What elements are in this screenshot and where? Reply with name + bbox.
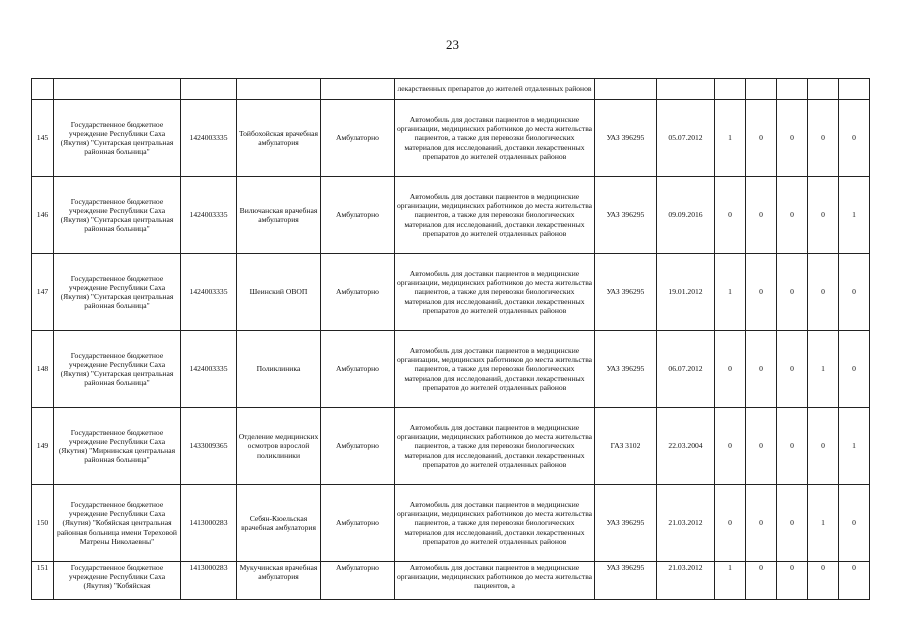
cell-count-2: 0 xyxy=(746,408,777,485)
cell-count-3: 0 xyxy=(777,331,808,408)
cell-count-4: 0 xyxy=(808,562,839,600)
cell-count-1 xyxy=(715,79,746,100)
table-row xyxy=(32,177,870,254)
cell-count-1: 1 xyxy=(715,254,746,331)
cell-care: Амбулаторно xyxy=(321,100,395,177)
cell-org: Государственное бюджетное учреждение Республики Саха (Якутия) "Сунтарская центральная районная больница" xyxy=(54,254,181,331)
cell-date xyxy=(657,79,715,100)
cell-count-2: 0 xyxy=(746,485,777,562)
cell-model: УАЗ 396295 xyxy=(595,100,657,177)
cell-purpose: Автомобиль для доставки пациентов в медицинские организации, медицинских работников до места жительства пациентов, а xyxy=(395,562,595,600)
cell-org xyxy=(54,79,181,100)
table-body xyxy=(32,79,870,600)
cell-count-5: 1 xyxy=(839,177,870,254)
cell-care: Амбулаторно xyxy=(321,408,395,485)
cell-model: УАЗ 396295 xyxy=(595,485,657,562)
cell-count-4: 1 xyxy=(808,331,839,408)
cell-date: 09.09.2016 xyxy=(657,177,715,254)
cell-no: 151 xyxy=(32,562,54,600)
table-row-continuation xyxy=(32,79,870,100)
cell-care: Амбулаторно xyxy=(321,331,395,408)
cell-unit: Шеинский ОВОП xyxy=(237,254,321,331)
cell-no: 145 xyxy=(32,100,54,177)
cell-no xyxy=(32,79,54,100)
cell-count-5: 0 xyxy=(839,100,870,177)
cell-org: Государственное бюджетное учреждение Республики Саха (Якутия) "Сунтарская центральная районная больница" xyxy=(54,177,181,254)
cell-model: УАЗ 396295 xyxy=(595,254,657,331)
cell-count-2: 0 xyxy=(746,331,777,408)
cell-purpose: Автомобиль для доставки пациентов в медицинские организации, медицинских работников до места жительства пациентов, а также для перевозки биологических материалов для исследований, доставки лекарственных препаратов до жителей отдаленных районов xyxy=(395,331,595,408)
cell-org: Государственное бюджетное учреждение Республики Саха (Якутия) "Кобяйская центральная районная больница имени Тереховой Матрены Николаевны" xyxy=(54,485,181,562)
cell-inn: 1424003335 xyxy=(181,331,237,408)
cell-model: УАЗ 396295 xyxy=(595,177,657,254)
table-row xyxy=(32,562,870,600)
cell-purpose: лекарственных препаратов до жителей отдаленных районов xyxy=(395,79,595,100)
cell-org: Государственное бюджетное учреждение Республики Саха (Якутия) "Мирнинская центральная районная больница" xyxy=(54,408,181,485)
cell-date: 06.07.2012 xyxy=(657,331,715,408)
cell-count-1: 0 xyxy=(715,177,746,254)
cell-model xyxy=(595,79,657,100)
cell-no: 148 xyxy=(32,331,54,408)
cell-purpose: Автомобиль для доставки пациентов в медицинские организации, медицинских работников до места жительства пациентов, а также для перевозки биологических материалов для исследований, доставки лекарственных препаратов до жителей отдаленных районов xyxy=(395,177,595,254)
cell-inn: 1424003335 xyxy=(181,100,237,177)
cell-count-2 xyxy=(746,79,777,100)
cell-model: УАЗ 396295 xyxy=(595,562,657,600)
cell-date: 19.01.2012 xyxy=(657,254,715,331)
cell-org: Государственное бюджетное учреждение Республики Саха (Якутия) "Сунтарская центральная районная больница" xyxy=(54,331,181,408)
cell-count-5 xyxy=(839,79,870,100)
cell-care: Амбулаторно xyxy=(321,254,395,331)
cell-no: 147 xyxy=(32,254,54,331)
cell-inn xyxy=(181,79,237,100)
cell-count-4: 1 xyxy=(808,485,839,562)
cell-count-5: 1 xyxy=(839,408,870,485)
cell-count-4: 0 xyxy=(808,177,839,254)
cell-unit: Себян-Кюельская врачебная амбулатория xyxy=(237,485,321,562)
cell-count-3 xyxy=(777,79,808,100)
cell-unit: Отделение медицинских осмотров взрослой поликлиники xyxy=(237,408,321,485)
cell-purpose: Автомобиль для доставки пациентов в медицинские организации, медицинских работников до места жительства пациентов, а также для перевозки биологических материалов для исследований, доставки лекарственных препаратов до жителей отдаленных районов xyxy=(395,100,595,177)
cell-inn: 1424003335 xyxy=(181,177,237,254)
cell-date: 21.03.2012 xyxy=(657,485,715,562)
cell-count-3: 0 xyxy=(777,100,808,177)
cell-date: 05.07.2012 xyxy=(657,100,715,177)
cell-purpose: Автомобиль для доставки пациентов в медицинские организации, медицинских работников до места жительства пациентов, а также для перевозки биологических материалов для исследований, доставки лекарственных препаратов до жителей отдаленных районов xyxy=(395,485,595,562)
cell-date: 22.03.2004 xyxy=(657,408,715,485)
cell-no: 150 xyxy=(32,485,54,562)
cell-org: Государственное бюджетное учреждение Республики Саха (Якутия) "Сунтарская центральная районная больница" xyxy=(54,100,181,177)
table-row xyxy=(32,100,870,177)
cell-count-5: 0 xyxy=(839,331,870,408)
cell-count-1: 1 xyxy=(715,100,746,177)
cell-count-2: 0 xyxy=(746,100,777,177)
cell-count-4 xyxy=(808,79,839,100)
cell-count-4: 0 xyxy=(808,408,839,485)
cell-care: Амбулаторно xyxy=(321,562,395,600)
cell-count-1: 0 xyxy=(715,408,746,485)
table-row xyxy=(32,331,870,408)
cell-care: Амбулаторно xyxy=(321,485,395,562)
cell-care: Амбулаторно xyxy=(321,177,395,254)
cell-model: ГАЗ 3102 xyxy=(595,408,657,485)
cell-model: УАЗ 396295 xyxy=(595,331,657,408)
cell-count-3: 0 xyxy=(777,254,808,331)
cell-inn: 1424003335 xyxy=(181,254,237,331)
cell-purpose: Автомобиль для доставки пациентов в медицинские организации, медицинских работников до места жительства пациентов, а также для перевозки биологических материалов для исследований, доставки лекарственных препаратов до жителей отдаленных районов xyxy=(395,254,595,331)
cell-count-3: 0 xyxy=(777,177,808,254)
cell-unit: Поликлиника xyxy=(237,331,321,408)
cell-inn: 1433009365 xyxy=(181,408,237,485)
cell-unit xyxy=(237,79,321,100)
cell-count-4: 0 xyxy=(808,100,839,177)
cell-no: 149 xyxy=(32,408,54,485)
cell-inn: 1413000283 xyxy=(181,562,237,600)
cell-count-3: 0 xyxy=(777,485,808,562)
cell-count-5: 0 xyxy=(839,562,870,600)
cell-count-1: 0 xyxy=(715,331,746,408)
cell-unit: Вилючанская врачебная амбулатория xyxy=(237,177,321,254)
cell-unit: Тойбохойская врачебная амбулатория xyxy=(237,100,321,177)
cell-purpose: Автомобиль для доставки пациентов в медицинские организации, медицинских работников до места жительства пациентов, а также для перевозки биологических материалов для исследований, доставки лекарственных препаратов до жителей отдаленных районов xyxy=(395,408,595,485)
cell-count-4: 0 xyxy=(808,254,839,331)
cell-count-2: 0 xyxy=(746,562,777,600)
cell-no: 146 xyxy=(32,177,54,254)
table-row xyxy=(32,408,870,485)
cell-count-3: 0 xyxy=(777,562,808,600)
cell-count-1: 0 xyxy=(715,485,746,562)
cell-count-2: 0 xyxy=(746,177,777,254)
cell-inn: 1413000283 xyxy=(181,485,237,562)
table-row xyxy=(32,254,870,331)
cell-care xyxy=(321,79,395,100)
cell-date: 21.03.2012 xyxy=(657,562,715,600)
cell-count-2: 0 xyxy=(746,254,777,331)
cell-org: Государственное бюджетное учреждение Республики Саха (Якутия) "Кобяйская xyxy=(54,562,181,600)
table-row xyxy=(32,485,870,562)
vehicle-register-table xyxy=(31,78,870,600)
cell-count-5: 0 xyxy=(839,254,870,331)
cell-count-5: 0 xyxy=(839,485,870,562)
cell-unit: Мукучинская врачебная амбулатория xyxy=(237,562,321,600)
cell-count-1: 1 xyxy=(715,562,746,600)
cell-count-3: 0 xyxy=(777,408,808,485)
page-number: 23 xyxy=(446,37,459,52)
